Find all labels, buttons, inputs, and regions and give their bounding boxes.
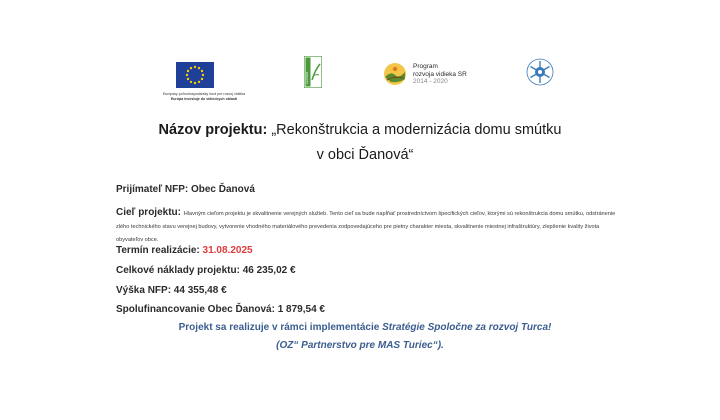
deadline-label: Termín realizácie: bbox=[116, 245, 200, 256]
eu-flag-icon bbox=[176, 62, 214, 88]
title-label: Názov projektu: bbox=[158, 122, 268, 138]
leader-text: LEADER bbox=[305, 71, 309, 84]
project-title bbox=[0, 118, 720, 168]
nfp-amount-line: Výška NFP: 44 355,48 € bbox=[116, 285, 227, 296]
program-text: Program rozvoja vidieka SR 2014 - 2020 bbox=[413, 63, 467, 85]
eu-caption: Európsky poľnohospodársky fond pre rozvoj vidieka Európa investuje do vidieckych oblastí bbox=[162, 92, 246, 101]
title-line2: v obci Ďanová“ bbox=[316, 147, 414, 163]
footer-line2: (OZ“ Partnerstvo pre MAS Turiec“). bbox=[276, 340, 444, 351]
footer-line1 bbox=[0, 322, 720, 333]
deadline-line bbox=[116, 245, 616, 256]
recipient-line: Prijímateľ NFP: Obec Ďanová bbox=[116, 184, 255, 195]
program-emblem-icon bbox=[383, 62, 407, 86]
mas-turiec-logo-icon bbox=[520, 56, 560, 88]
footer-strategy: Stratégie Spoločne za rozvoj Turca! bbox=[382, 322, 552, 333]
project-goal bbox=[116, 207, 616, 246]
footer-prefix: Projekt sa realizuje v rámci implementácie bbox=[178, 322, 380, 333]
total-costs-line: Celkové náklady projektu: 46 235,02 € bbox=[116, 265, 296, 276]
leader-logo-icon bbox=[304, 56, 322, 88]
cofinancing-line: Spolufinancovanie Obec Ďanová: 1 879,54 € bbox=[116, 304, 325, 315]
logo-bar bbox=[0, 56, 720, 106]
program-logo bbox=[383, 60, 513, 90]
goal-label: Cieľ projektu: bbox=[116, 207, 181, 218]
goal-text: Hlavným cieľom projektu je skvalitnenie verejných služieb. Tento cieľ sa bude napĺňať prostredníctvom špecifických cieľov, ktorými sú rekonštrukcia domu smútku, odstránenie zlého technického stavu verejnej budovy, vytvorenie vhodného materiálového prevedenia zodpovedajúceho pre pietny charakter miesta, skvalitnenie miestnej infraštruktúry, zlepšenie kvality života obyvateľov obce. bbox=[116, 211, 616, 243]
title-line1: „Rekonštrukcia a modernizácia domu smútku bbox=[271, 122, 562, 138]
deadline-value: 31.08.2025 bbox=[202, 245, 253, 256]
